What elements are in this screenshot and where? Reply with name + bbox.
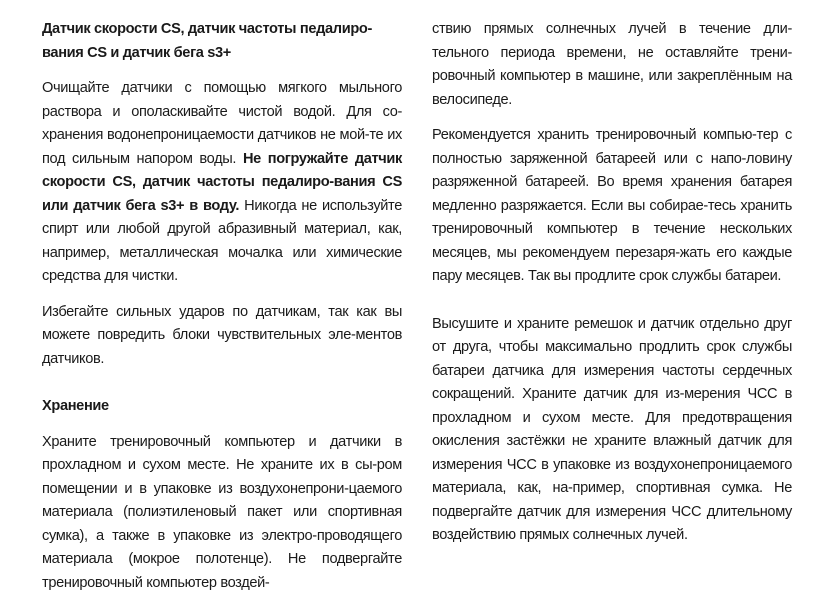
right-column [432, 18, 792, 548]
storage-heading: Хранение [42, 398, 109, 414]
water-warning: Не погружайте датчик скорости CS, датчик частоты педалиро-вания CS или датчик бега s3+ в воду. [42, 150, 402, 214]
storage-paragraph: Храните тренировочный компьютер и датчики в прохладном и сухом месте. Не храните их в сы-ром помещении и в упаковке из воздухонепрони-цаемого материала (полиэтиленовый пакет или спортивная сумка), а также в упаковке из электро-проводящего материала (мокрое полотенце). Не подвергайте тренировочный компьютер воздей- [42, 433, 402, 591]
sensor-care-heading: Датчик скорости CS, датчик частоты педалиро- вания CS и датчик бега s3+ [42, 21, 372, 61]
cleaning-paragraph: Очищайте датчики с помощью мягкого мыльного раствора и ополаскивайте чистой водой. Для со-хранения водонепроницаемости датчиков не мой-те их под сильным напором воды. Не погружайте датчик скорости CS, датчик частоты педалиро-вания CS или датчик бега s3+ в воду. Никогда не используйте спирт или любой другой абразивный материал, как, например, металлическая мочалка или химические средства для чистки. [42, 80, 402, 284]
left-column [42, 18, 402, 595]
impact-paragraph: Избегайте сильных ударов по датчикам, так как вы можете повредить блоки чувствительных эле-ментов датчиков. [42, 303, 402, 367]
battery-paragraph: Рекомендуется хранить тренировочный компью-тер с полностью заряженной батареей или с напо-ловину разряженной батареей. Во время хранения батарея медленно разряжается. Если вы собирае-тесь хранить тренировочный компьютер в течение нескольких месяцев, мы рекомендуем перезаря-жать его каждые пару месяцев. Так вы продлите срок службы батареи. [432, 127, 792, 284]
strap-paragraph: Высушите и храните ремешок и датчик отдельно друг от друга, чтобы максимально продлить срок службы батареи датчика для измерения частоты сердечных сокращений. Храните датчик для из-мерения ЧСС в прохладном и сухом месте. Для предотвращения окисления застёжки не храните влажный датчик для измерения ЧСС в упаковке из воздухонепроницаемого материала, как, на-пример, спортивная сумка. Не подвергайте датчик для измерения ЧСС длительному воздействию прямых солнечных лучей. [432, 315, 792, 543]
sunlight-paragraph: ствию прямых солнечных лучей в течение дли-тельного периода времени, не оставляйте трени-ровочный компьютер в машине, или закреплённым на велосипеде. [432, 21, 792, 108]
